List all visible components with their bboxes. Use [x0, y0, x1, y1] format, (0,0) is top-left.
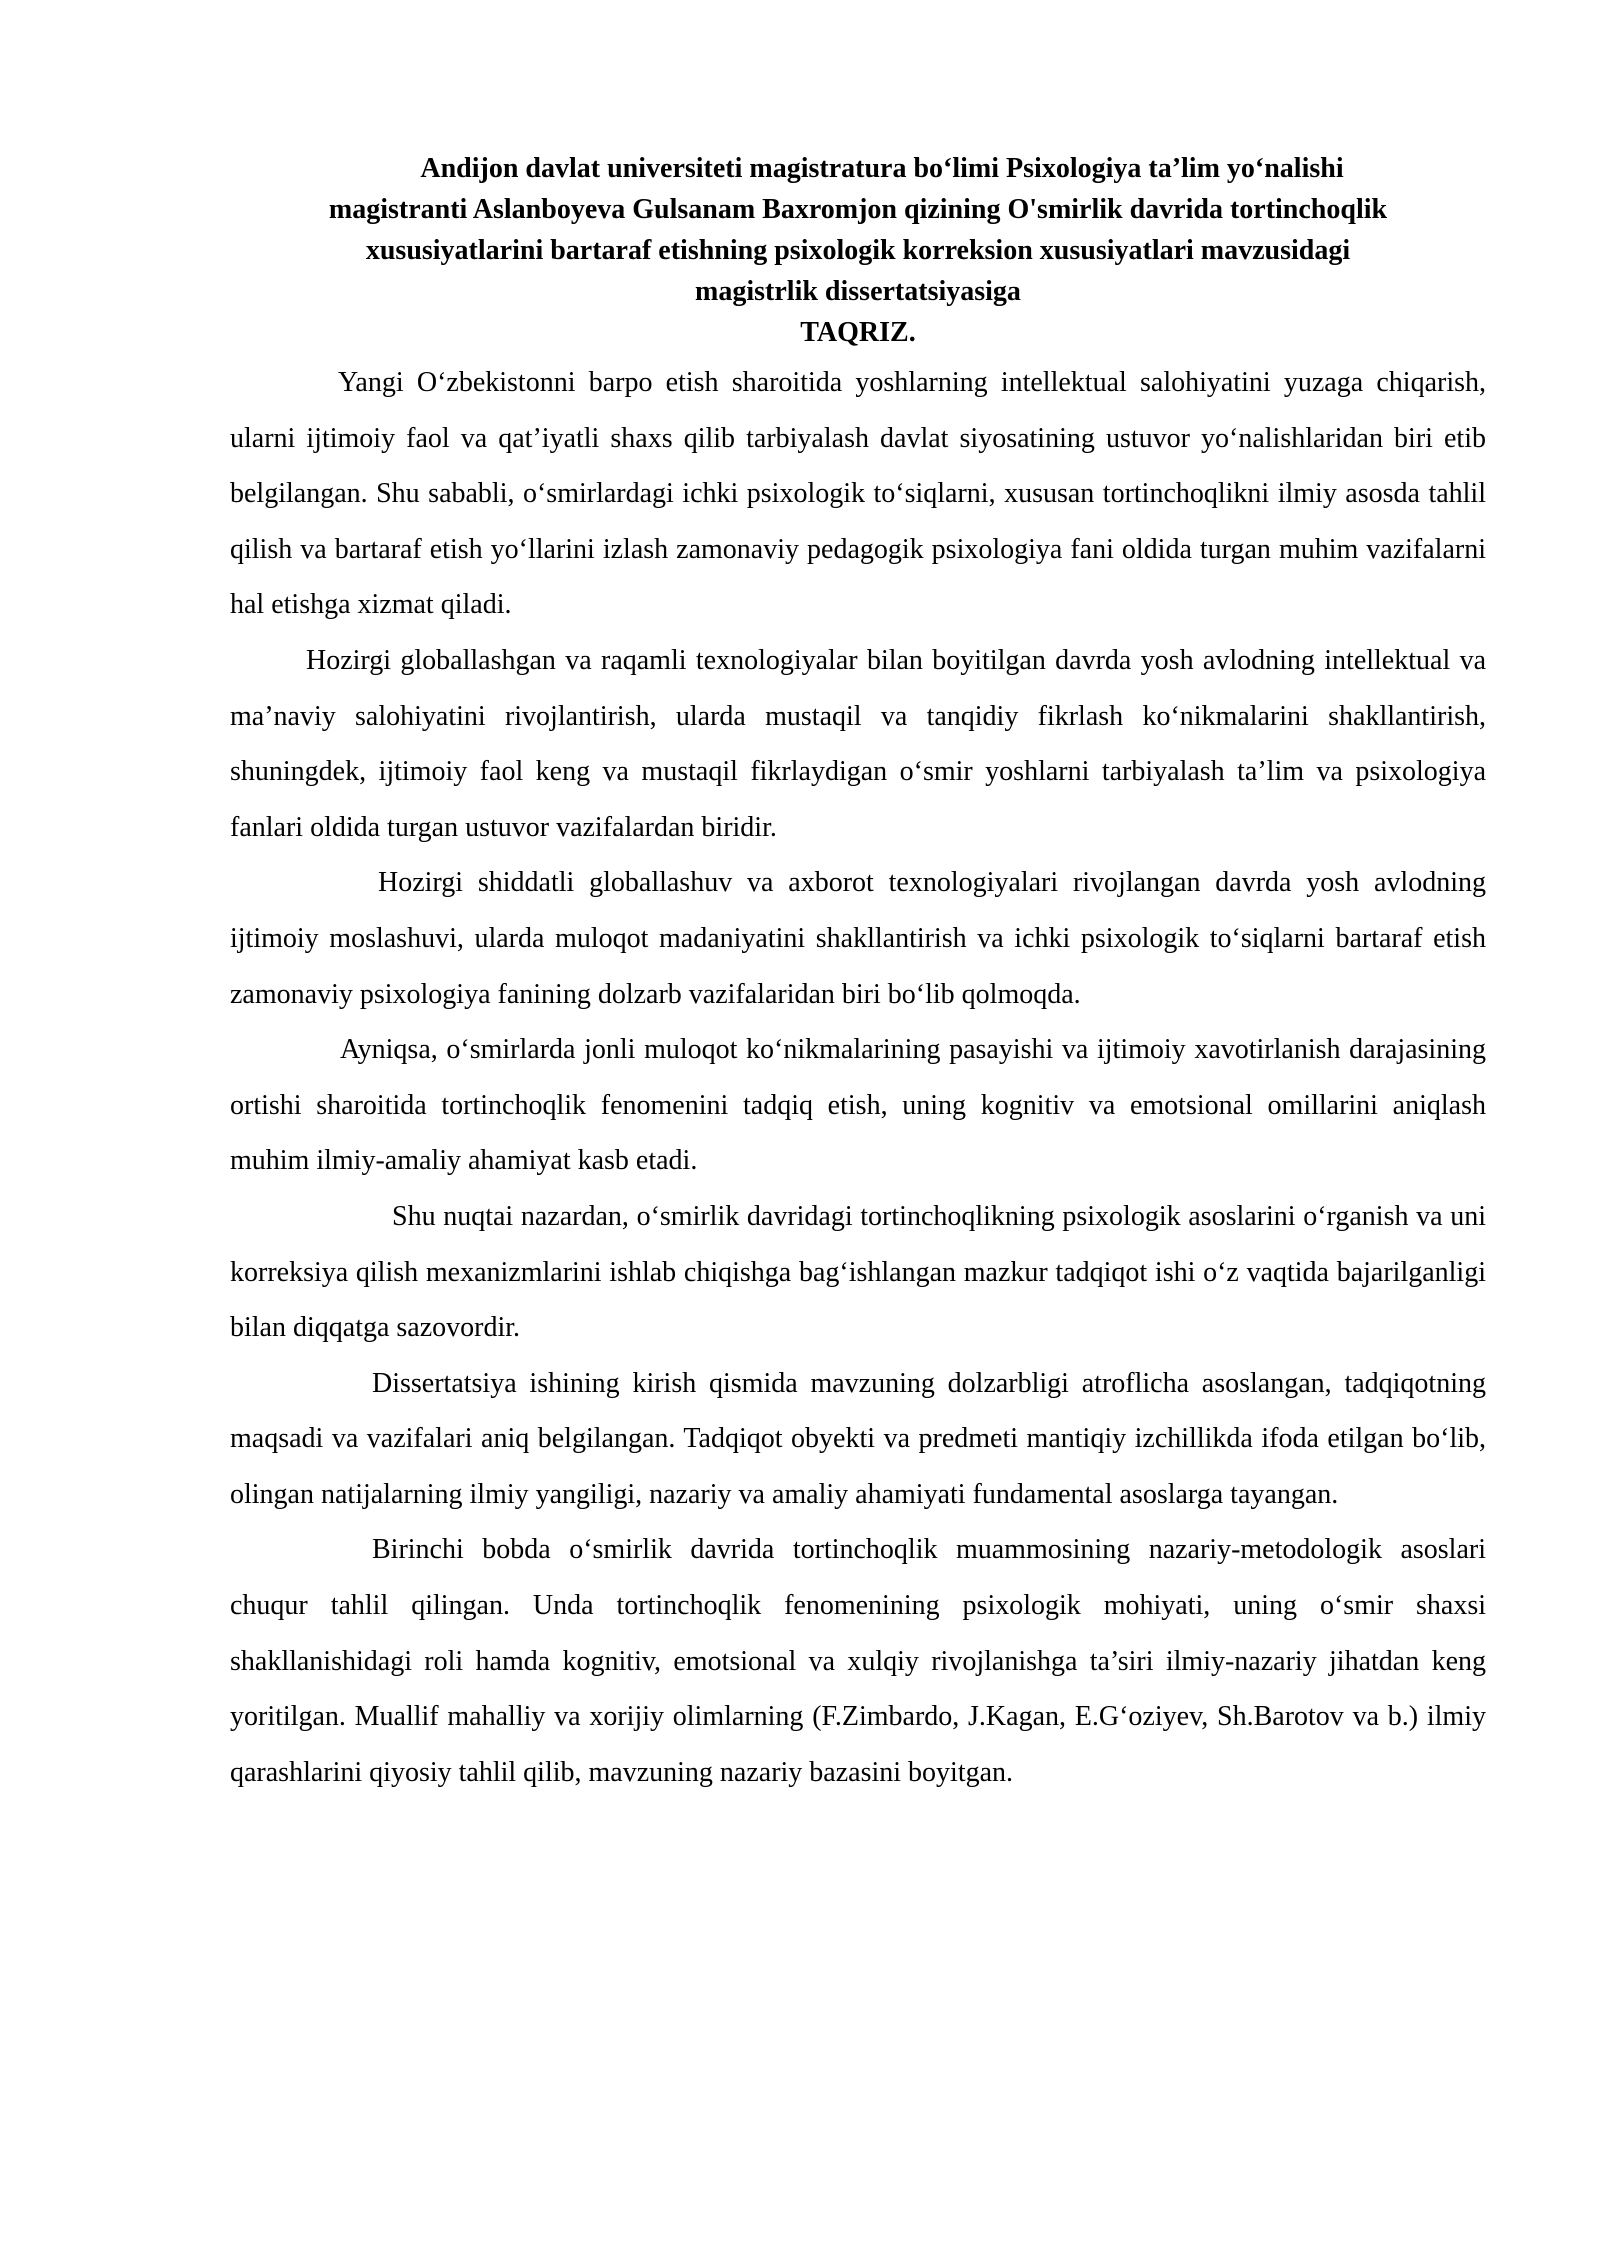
- body-paragraph: Hozirgi shiddatli globallashuv va axborot texnologiyalari rivojlangan davrda yosh avlodning ijtimoiy moslashuvi, ularda muloqot madaniyatini shakllantirish va ichki psixologik to‘siqlarni bartaraf etish zamonaviy psixologiya fanining dolzarb vazifalaridan biri bo‘lib qolmoqda.: [230, 867, 1486, 1010]
- body-paragraph: Hozirgi globallashgan va raqamli texnologiyalar bilan boyitilgan davrda yosh avlodning intellektual va ma’naviy salohiyatini rivojlantirish, ularda mustaqil va tanqidiy fikrlash ko‘nikmalarini shakllantirish, shuningdek, ijtimoiy faol keng va mustaqil fikrlaydigan o‘smir yoshlarni tarbiyalash ta’lim va psixologiya fanlari oldida turgan ustuvor vazifalardan biridir.: [230, 644, 1486, 843]
- body-paragraph: Shu nuqtai nazardan, o‘smirlik davridagi tortinchoqlikning psixologik asoslarini o‘rganish va uni korreksiya qilish mexanizmlarini ishlab chiqishga bag‘ishlangan mazkur tadqiqot ishi o‘z vaqtida bajarilganligi bilan diqqatga sazovordir.: [230, 1200, 1486, 1344]
- body-paragraph: Birinchi bobda o‘smirlik davrida tortinchoqlik muammosining nazariy-metodologik asoslari chuqur tahlil qilingan. Unda tortinchoqlik fenomenining psixologik mohiyati, uning o‘smir shaxsi shakllanishidagi roli hamda kognitiv, emotsional va xulqiy rivojlanishga ta’siri ilmiy-nazariy jihatdan keng yoritilgan. Muallif mahalliy va xorijiy olimlarning (F.Zimbardo, J.Kagan, E.G‘oziyev, Sh.Barotov va b.) ilmiy qarashlarini qiyosiy tahlil qilib, mavzuning nazariy bazasini boyitgan.: [230, 1534, 1486, 1788]
- heading-line: magistrlik dissertatsiyasiga: [695, 276, 1021, 307]
- heading-line: magistranti Aslanboyeva Gulsanam Baxromjon qizining O'smirlik davrida tortinchoqlik: [328, 194, 1388, 225]
- heading-line: xususiyatlarini bartaraf etishning psixologik korreksion xususiyatlari mavzusidagi: [365, 235, 1351, 266]
- document-page: [230, 148, 1486, 1800]
- body-paragraph: Dissertatsiya ishining kirish qismida mavzuning dolzarbligi atroflicha asoslangan, tadqiqotning maqsadi va vazifalari aniq belgilangan. Tadqiqot obyekti va predmeti mantiqiy izchillikda ifoda etilgan bo‘lib, olingan natijalarning ilmiy yangiligi, nazariy va amaliy ahamiyati fundamental asoslarga tayangan.: [230, 1367, 1486, 1510]
- heading-line: Andijon davlat universiteti magistratura bo‘limi Psixologiya ta’lim yo‘nalishi: [420, 153, 1344, 184]
- body-paragraph: Yangi O‘zbekistonni barpo etish sharoitida yoshlarning intellektual salohiyatini yuzaga chiqarish, ularni ijtimoiy faol va qat’iyatli shaxs qilib tarbiyalash davlat siyosatining ustuvor yo‘nalishlaridan biri etib belgilangan. Shu sababli, o‘smirlardagi ichki psixologik to‘siqlarni, xususan tortinchoqlikni ilmiy asosda tahlil qilish va bartaraf etish yo‘llarini izlash zamonaviy pedagogik psixologiya fani oldida turgan muhim vazifalarni hal etishga xizmat qiladi.: [230, 367, 1486, 621]
- document-heading: [230, 148, 1486, 312]
- body-paragraph: Ayniqsa, o‘smirlarda jonli muloqot ko‘nikmalarining pasayishi va ijtimoiy xavotirlanish darajasining ortishi sharoitida tortinchoqlik fenomenini tadqiq etish, uning kognitiv va emotsional omillarini aniqlash muhim ilmiy-amaliy ahamiyat kasb etadi.: [230, 1034, 1486, 1177]
- document-title: TAQRIZ.: [800, 317, 916, 348]
